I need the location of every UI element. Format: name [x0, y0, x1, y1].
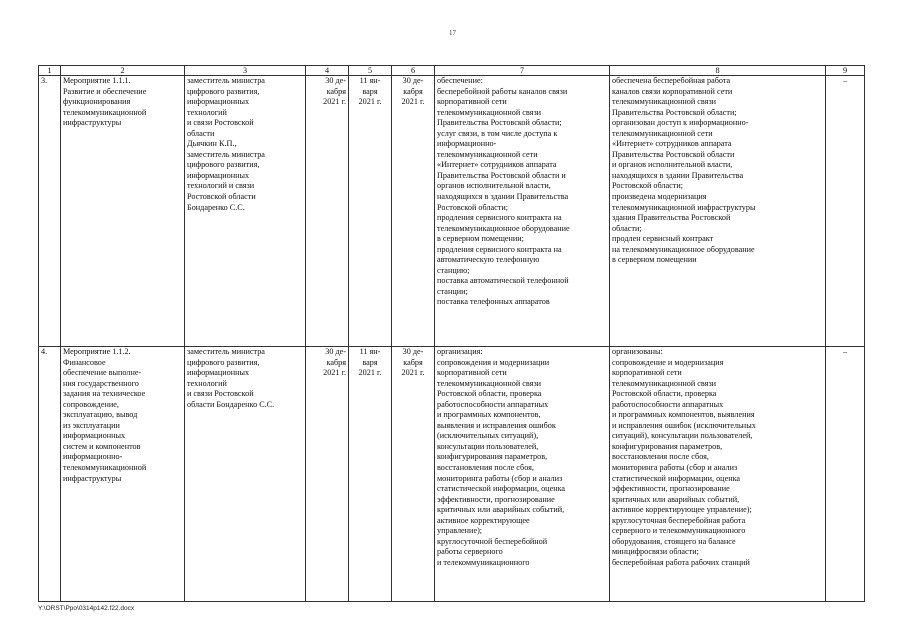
cell-line: заместитель министра [187, 347, 265, 356]
cell-line: работы серверного [437, 547, 503, 557]
cell-line: систем и компонентов [63, 441, 141, 451]
cell-line: эксплуатацию, вывод [63, 410, 138, 420]
column-header: 9 [826, 66, 865, 76]
cell-line: органов исполнительной власти, [437, 181, 551, 191]
cell-line: цифрового развития, [187, 160, 260, 170]
cell-line: телекоммуникационной связи [612, 378, 717, 388]
cell-line: корпоративной сети [612, 368, 682, 378]
cell-line: здания Правительства Ростовской [612, 213, 731, 223]
reasons-cell: – [826, 347, 865, 602]
cell-line: находящихся в здании Правительства [612, 170, 744, 180]
cell-line: телекоммуникационной сети [437, 149, 538, 159]
cell-line: и исправления ошибок (исключительных [612, 420, 756, 430]
cell-line: выявления и исправления ошибок [437, 420, 556, 430]
cell-line: 2021 г. [401, 97, 425, 107]
column-header: 7 [435, 66, 610, 76]
cell-line: находящихся в здании Правительства [437, 192, 569, 202]
cell-line: области; [612, 223, 642, 233]
cell-line: информационно- [63, 452, 123, 462]
cell-line: телекоммуникационной [63, 463, 147, 473]
cell-line: 11 ян- [359, 347, 381, 356]
cell-line: работоспособности аппаратных [612, 399, 724, 409]
cell-line: обеспечена бесперебойная работа [612, 76, 731, 85]
cell-line: поставка автоматической телефонной [437, 276, 569, 286]
cell-line: и программных компонентов, выявления [612, 410, 755, 420]
cell-line: активное корректирующее управление); [612, 505, 752, 515]
cell-line: продлен сервисный контракт [612, 234, 714, 244]
cell-line: восстановления после сбоя, [612, 452, 709, 462]
cell-line: организованы: [612, 347, 663, 356]
cell-line: технологий и связи [187, 181, 255, 191]
cell-line: на телекоммуникационное оборудование [612, 244, 755, 254]
cell-line: из эксплуатации [63, 420, 120, 430]
cell-line: Ростовской области, проверка [612, 389, 717, 399]
actual-start-date-cell [349, 347, 392, 602]
cell-line: цифрового развития, [187, 86, 260, 96]
cell-line: и программных компонентов, [437, 410, 541, 420]
planned-results-cell [435, 347, 610, 602]
cell-line: функционирования [63, 97, 131, 107]
cell-line: телекоммуникационной сети [612, 128, 713, 138]
cell-line: телекоммуникационное оборудование [437, 223, 570, 233]
cell-line: сопровождение и модернизация [612, 357, 724, 367]
cell-line: активное корректирующее [437, 515, 530, 525]
row-number: 4. [39, 347, 61, 602]
cell-line: кабря [326, 86, 346, 96]
cell-line: Ростовской области [187, 192, 256, 202]
cell-line: конфигурирования параметров, [612, 441, 723, 451]
cell-line: в серверном помещении; [437, 234, 524, 244]
cell-line: телекоммуникационной инфраструктуры [612, 202, 756, 212]
cell-line: задания на техническое [63, 389, 146, 399]
cell-line: управление); [437, 526, 483, 536]
actual-end-date-cell [392, 76, 435, 347]
cell-line: 2021 г. [401, 368, 425, 378]
table-row [39, 76, 865, 347]
cell-line: бесперебойной работы каналов связи [437, 86, 568, 96]
cell-line: (исключительных ситуаций), [437, 431, 539, 441]
column-header: 1 [39, 66, 61, 76]
cell-line: кабря [403, 357, 423, 367]
cell-line: критичных или аварийных событий, [612, 494, 740, 504]
cell-line: поставка телефонных аппаратов [437, 297, 550, 307]
cell-line: информационных [187, 368, 250, 378]
cell-line: телекоммуникационной связи [437, 378, 542, 388]
actual-end-date-cell [392, 347, 435, 602]
cell-line: варя [362, 86, 378, 96]
cell-line: восстановления после сбоя, [437, 463, 534, 473]
cell-line: информационных [187, 170, 250, 180]
cell-line: телекоммуникационной [63, 107, 147, 117]
cell-line: технологий [187, 107, 227, 117]
column-header: 8 [610, 66, 826, 76]
cell-line: варя [362, 357, 378, 367]
cell-line: конфигурирования параметров, [437, 452, 548, 462]
cell-line: услуг связи, в том числе доступа к [437, 128, 558, 138]
cell-line: эффективности, прогнозирование [437, 494, 555, 504]
event-cell [61, 76, 185, 347]
cell-line: 2021 г. [358, 368, 382, 378]
cell-line: заместитель министра [187, 149, 265, 159]
cell-line: Бондаренко С.С. [187, 202, 245, 212]
cell-line: в серверном помещении [612, 255, 697, 265]
cell-line: кабря [403, 86, 423, 96]
cell-line: цифрового развития, [187, 357, 260, 367]
cell-line: и связи Ростовской [187, 389, 254, 399]
cell-line: корпоративной сети [437, 97, 507, 107]
cell-line: Ростовской области; [612, 181, 684, 191]
cell-line: области [187, 128, 215, 138]
cell-line: «Интернет» сотрудников аппарата [612, 139, 732, 149]
cell-line: и связи Ростовской [187, 118, 254, 128]
cell-line: организован доступ к информационно- [612, 118, 749, 128]
cell-line: 30 де- [402, 347, 424, 356]
cell-line: каналов связи корпоративной сети [612, 86, 733, 96]
responsible-cell [185, 76, 306, 347]
column-header: 5 [349, 66, 392, 76]
cell-line: Мероприятие 1.1.1. [63, 76, 131, 85]
cell-line: Ростовской области; [437, 202, 509, 212]
cell-line: обеспечение выполне- [63, 368, 142, 378]
cell-line: и органов исполнительной власти, [612, 160, 733, 170]
cell-line: области Бондаренко С.С. [187, 399, 275, 409]
cell-line: Правительства Ростовской области; [437, 118, 562, 128]
column-header: 2 [61, 66, 185, 76]
cell-line: Ростовской области, проверка [437, 389, 542, 399]
cell-line: Правительства Ростовской области [612, 149, 735, 159]
cell-line: телекоммуникационной связи [437, 107, 542, 117]
cell-line: сопровождение, [63, 399, 119, 409]
cell-line: 30 де- [325, 347, 346, 356]
column-number-row [39, 66, 865, 76]
cell-line: статистической информации, оценка [612, 473, 741, 483]
cell-line: Финансовое [63, 357, 106, 367]
cell-line: заместитель министра [187, 76, 265, 85]
cell-line: информационно- [437, 139, 497, 149]
file-path-footer: Y:\ORST\Ppo\0314p142.f22.docx [38, 605, 135, 612]
cell-line: 11 ян- [359, 76, 381, 85]
cell-line: станции; [437, 286, 468, 296]
cell-line: корпоративной сети [437, 368, 507, 378]
actual-results-cell [610, 76, 826, 347]
cell-line: оборудования, стоящего на балансе [612, 536, 736, 546]
cell-line: обеспечение: [437, 76, 483, 85]
cell-line: Мероприятие 1.1.2. [63, 347, 131, 356]
column-header: 6 [392, 66, 435, 76]
cell-line: информационных [63, 431, 126, 441]
cell-line: продления сервисного контракта на [437, 213, 562, 223]
cell-line: серверного и телекоммуникационного [612, 526, 746, 536]
cell-line: статистической информации, оценка [437, 484, 566, 494]
cell-line: 30 де- [325, 76, 346, 85]
actual-start-date-cell [349, 76, 392, 347]
reasons-cell: – [826, 76, 865, 347]
cell-line: инфраструктуры [63, 118, 122, 128]
cell-line: 2021 г. [323, 97, 346, 107]
planned-end-date-cell [306, 347, 349, 602]
cell-line: ния государственного [63, 378, 139, 388]
cell-line: организация: [437, 347, 483, 356]
cell-line: произведена модернизация [612, 192, 707, 202]
cell-line: консультации пользователей, [437, 441, 539, 451]
cell-line: 2021 г. [323, 368, 346, 378]
cell-line: 2021 г. [358, 97, 382, 107]
cell-line: минцифросвязи области; [612, 547, 699, 557]
cell-line: кабря [326, 357, 346, 367]
row-number: 3. [39, 76, 61, 347]
column-header: 4 [306, 66, 349, 76]
cell-line: станцию; [437, 265, 470, 275]
cell-line: инфраструктуры [63, 473, 122, 483]
report-table [38, 65, 865, 602]
planned-end-date-cell [306, 76, 349, 347]
cell-line: критичных или аварийных событий, [437, 505, 565, 515]
cell-line: и телекоммуникационного [437, 557, 530, 567]
cell-line: телекоммуникационной связи [612, 97, 717, 107]
cell-line: технологий [187, 378, 227, 388]
cell-line: 30 де- [402, 76, 424, 85]
cell-line: автоматическую телефонную [437, 255, 540, 265]
cell-line: круглосуточная бесперебойная работа [612, 515, 746, 525]
cell-line: эффективности, прогнозирование [612, 484, 730, 494]
cell-line: информационных [187, 97, 250, 107]
cell-line: Правительства Ростовской области и [437, 170, 566, 180]
cell-line: продления сервисного контракта на [437, 244, 562, 254]
responsible-cell [185, 347, 306, 602]
cell-line: мониторинга работы (сбор и анализ [437, 473, 563, 483]
page-number: 17 [449, 29, 456, 37]
cell-line: Дьячкин К.П., [187, 139, 237, 149]
cell-line: круглосуточной бесперебойной [437, 536, 548, 546]
cell-line: сопровождения и модернизации [437, 357, 550, 367]
cell-line: Правительства Ростовской области; [612, 107, 737, 117]
column-header: 3 [185, 66, 306, 76]
cell-line: «Интернет» сотрудников аппарата [437, 160, 557, 170]
cell-line: ситуаций), консультации пользователей, [612, 431, 753, 441]
planned-results-cell [435, 76, 610, 347]
cell-line: мониторинга работы (сбор и анализ [612, 463, 738, 473]
actual-results-cell [610, 347, 826, 602]
cell-line: бесперебойная работа рабочих станций [612, 557, 750, 567]
cell-line: работоспособности аппаратных [437, 399, 549, 409]
table-row [39, 347, 865, 602]
event-cell [61, 347, 185, 602]
cell-line: Развитие и обеспечение [63, 86, 147, 96]
